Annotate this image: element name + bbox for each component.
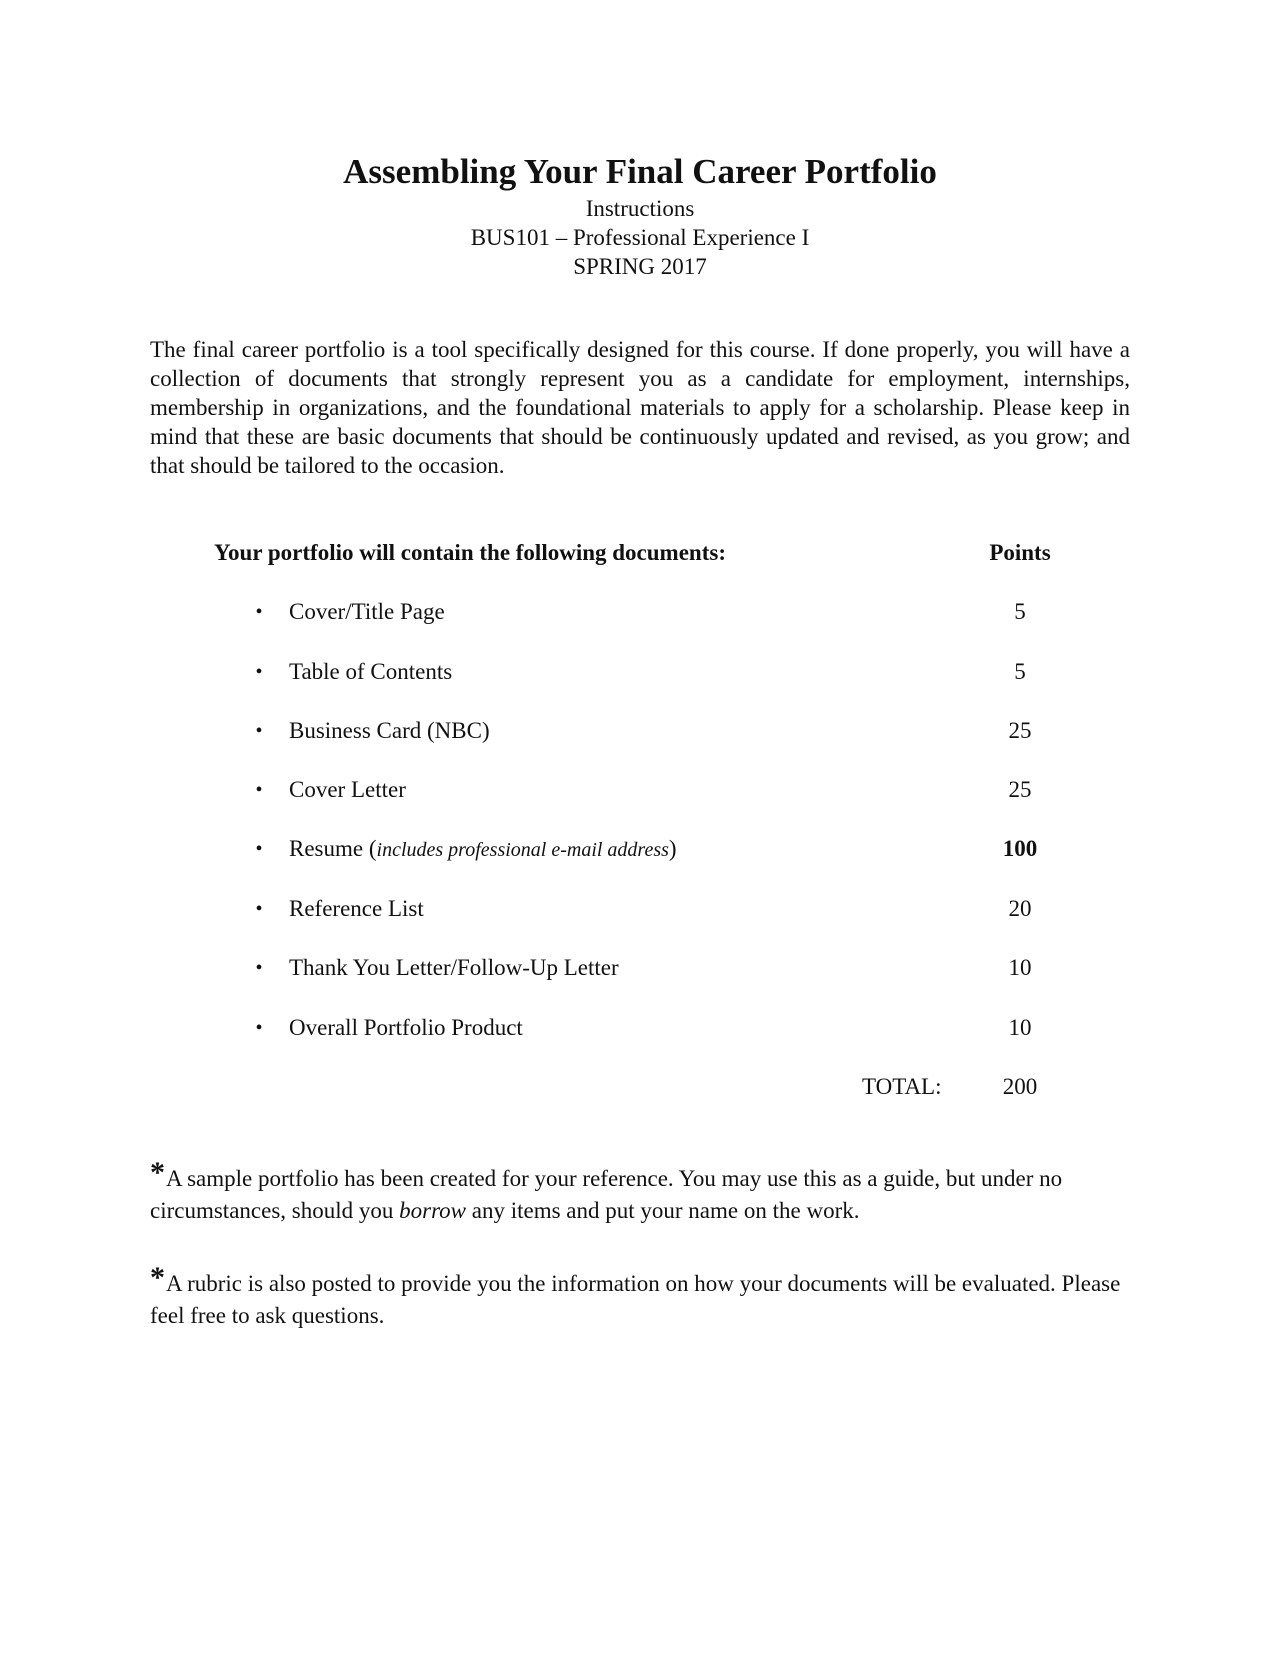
bullet-icon: • [255,601,263,623]
document-subtitle: Instructions [585,196,695,221]
note-text: A rubric is also posted to provide you the information on how your documents will be evaluated. Please feel free to ask questions. [150,1271,1121,1328]
documents-heading: Your portfolio will contain the following documents: [214,540,726,565]
bullet-icon: • [255,661,263,683]
note-text: any items and put your name on the work. [466,1198,860,1223]
note-emphasis: borrow [399,1198,467,1223]
document-row [0,834,1280,864]
document-label: Resume [289,836,364,861]
document-label-with-note: Resume (includes professional e-mail address) [289,836,677,861]
document-label: Business Card (NBC) [289,718,490,743]
document-points: 25 [1008,718,1032,743]
term: SPRING 2017 [573,254,707,279]
bullet-icon: • [255,779,263,801]
document-row [0,953,1280,983]
document-row [0,775,1280,805]
rubric-note [150,1261,1130,1332]
document-row [0,1013,1280,1043]
asterisk-icon: * [150,1261,165,1294]
intro-paragraph: The final career portfolio is a tool specifically designed for this course. If done properly, you will have a collection of documents that strongly represent you as a candidate for employment, internships, membership in organizations, and the foundational materials to apply for a scholarship. Please keep in mind that these are basic documents that should be continuously updated and revised, as you grow; and that should be tailored to the occasion. [150,337,1130,478]
bullet-icon: • [255,720,263,742]
bullet-icon: • [255,838,263,860]
document-points: 10 [1008,955,1032,980]
document-note: includes professional e-mail address [376,839,669,861]
note-text: A sample portfolio has been created for your reference. You may use this as a guide, but under no circumstances, should you [150,1166,1063,1223]
document-label: Overall Portfolio Product [289,1015,523,1040]
document-points: 25 [1008,777,1032,802]
document-points: 5 [1014,599,1026,624]
document-label: Cover Letter [289,777,406,802]
document-points: 5 [1014,659,1026,684]
course-name: BUS101 – Professional Experience I [470,225,810,250]
total-label: TOTAL: [862,1074,942,1099]
document-title: Assembling Your Final Career Portfolio [343,152,937,191]
document-label: Thank You Letter/Follow-Up Letter [289,955,619,980]
document-points: 10 [1008,1015,1032,1040]
bullet-icon: • [255,957,263,979]
document-row [0,657,1280,687]
document-row [0,597,1280,627]
document-points: 20 [1008,896,1032,921]
document-label: Table of Contents [289,659,453,684]
points-heading: Points [989,540,1051,565]
total-row [0,1072,1280,1102]
document-row [0,894,1280,924]
document-label: Reference List [289,896,424,921]
asterisk-icon: * [150,1156,165,1189]
document-label: Cover/Title Page [289,599,445,624]
document-points: 100 [1002,836,1038,861]
bullet-icon: • [255,898,263,920]
sample-portfolio-note [150,1156,1130,1227]
document-row [0,716,1280,746]
total-value: 200 [1002,1074,1038,1099]
document-header [0,150,1280,281]
bullet-icon: • [255,1017,263,1039]
